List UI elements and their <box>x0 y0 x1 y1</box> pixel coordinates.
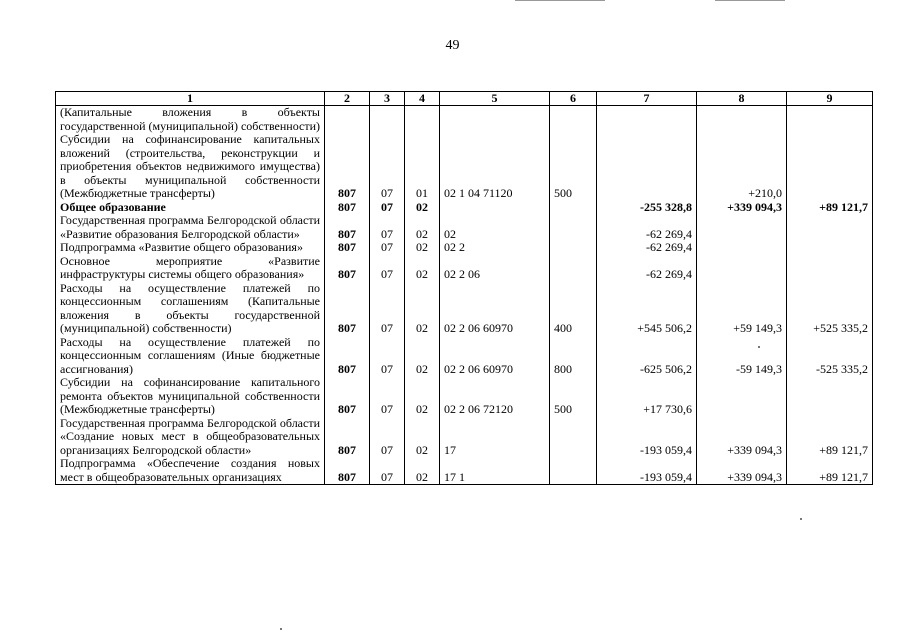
section-cell: 07 <box>370 201 405 215</box>
amount-col8-cell: +339 094,3 <box>697 457 787 485</box>
ministry-code-cell: 807 <box>325 417 370 458</box>
table-row <box>56 282 873 336</box>
row-name-cell: Расходы на осуществление платежей по концессионным соглашениям (Капитальные вложения в объекты государственной (муниципальной) собственности) <box>56 282 325 336</box>
row-name-cell: Государственная программа Белгородской области «Создание новых мест в общеобразовательных организациях Белгородской области» <box>56 417 325 458</box>
amount-col8-cell: +339 094,3 <box>697 201 787 215</box>
section-cell: 07 <box>370 376 405 417</box>
scan-speck <box>800 518 802 520</box>
row-name-cell: (Капитальные вложения в объекты государственной (муниципальной) собственности) <box>56 106 325 134</box>
table-row <box>56 336 873 377</box>
column-header: 3 <box>370 92 405 106</box>
row-name-cell: Государственная программа Белгородской области «Развитие образования Белгородской области» <box>56 214 325 241</box>
row-name-cell: Общее образование <box>56 201 325 215</box>
section-cell <box>370 106 405 134</box>
target-article-cell: 02 2 06 72120 <box>440 376 550 417</box>
amount-col7-cell: -62 269,4 <box>597 241 697 255</box>
expense-type-cell <box>550 241 597 255</box>
scan-mark <box>515 0 605 3</box>
expense-type-cell: 400 <box>550 282 597 336</box>
amount-col8-cell: +339 094,3 <box>697 417 787 458</box>
amount-col7-cell: +545 506,2 <box>597 282 697 336</box>
expense-type-cell <box>550 417 597 458</box>
ministry-code-cell: 807 <box>325 201 370 215</box>
amount-col9-cell <box>787 376 873 417</box>
table-row <box>56 133 873 201</box>
subsection-cell: 02 <box>405 282 440 336</box>
amount-col7-cell: -255 328,8 <box>597 201 697 215</box>
target-article-cell: 17 <box>440 417 550 458</box>
amount-col8-cell <box>697 241 787 255</box>
table-row <box>56 417 873 458</box>
amount-col9-cell <box>787 214 873 241</box>
section-cell: 07 <box>370 214 405 241</box>
column-header: 7 <box>597 92 697 106</box>
table-row <box>56 241 873 255</box>
section-cell: 07 <box>370 336 405 377</box>
amount-col8-cell <box>697 106 787 134</box>
column-header: 5 <box>440 92 550 106</box>
amount-col9-cell: +89 121,7 <box>787 417 873 458</box>
amount-col9-cell: +89 121,7 <box>787 201 873 215</box>
expense-type-cell <box>550 214 597 241</box>
row-name-cell: Основное мероприятие «Развитие инфраструктуры системы общего образования» <box>56 255 325 282</box>
amount-col7-cell: -62 269,4 <box>597 214 697 241</box>
amount-col9-cell: -525 335,2 <box>787 336 873 377</box>
section-cell: 07 <box>370 457 405 485</box>
target-article-cell: 02 1 04 71120 <box>440 133 550 201</box>
scan-speck <box>280 628 282 630</box>
target-article-cell: 02 2 06 60970 <box>440 282 550 336</box>
row-name-cell: Субсидии на софинансирование капитального ремонта объектов муниципальной собственности (Межбюджетные трансферты) <box>56 376 325 417</box>
amount-col7-cell: -62 269,4 <box>597 255 697 282</box>
ministry-code-cell: 807 <box>325 255 370 282</box>
section-cell: 07 <box>370 282 405 336</box>
column-header: 2 <box>325 92 370 106</box>
ministry-code-cell: 807 <box>325 376 370 417</box>
column-header: 8 <box>697 92 787 106</box>
subsection-cell: 02 <box>405 376 440 417</box>
amount-col7-cell: -193 059,4 <box>597 417 697 458</box>
subsection-cell: 02 <box>405 417 440 458</box>
table-row <box>56 457 873 485</box>
expense-type-cell <box>550 255 597 282</box>
column-header: 9 <box>787 92 873 106</box>
target-article-cell: 02 <box>440 214 550 241</box>
target-article-cell: 02 2 06 60970 <box>440 336 550 377</box>
amount-col7-cell: -193 059,4 <box>597 457 697 485</box>
expense-type-cell: 800 <box>550 336 597 377</box>
expense-type-cell <box>550 106 597 134</box>
row-name-cell: Подпрограмма «Развитие общего образования» <box>56 241 325 255</box>
expense-type-cell <box>550 201 597 215</box>
target-article-cell <box>440 201 550 215</box>
amount-col7-cell <box>597 133 697 201</box>
ministry-code-cell: 807 <box>325 214 370 241</box>
subsection-cell: 02 <box>405 241 440 255</box>
ministry-code-cell: 807 <box>325 282 370 336</box>
amount-col8-cell <box>697 376 787 417</box>
section-cell: 07 <box>370 417 405 458</box>
scan-mark <box>715 0 785 3</box>
subsection-cell <box>405 106 440 134</box>
ministry-code-cell: 807 <box>325 457 370 485</box>
expense-type-cell: 500 <box>550 376 597 417</box>
row-name-cell: Субсидии на софинансирование капитальных вложений (строительства, реконструкции и приобретения объектов недвижимого имущества) в объекты муниципальной собственности (Межбюджетные трансферты) <box>56 133 325 201</box>
target-article-cell: 02 2 <box>440 241 550 255</box>
subsection-cell: 01 <box>405 133 440 201</box>
subsection-cell: 02 <box>405 336 440 377</box>
amount-col9-cell <box>787 255 873 282</box>
target-article-cell: 17 1 <box>440 457 550 485</box>
expense-type-cell <box>550 457 597 485</box>
column-header: 4 <box>405 92 440 106</box>
amount-col9-cell <box>787 106 873 134</box>
amount-col8-cell: +59 149,3 <box>697 282 787 336</box>
ministry-code-cell: 807 <box>325 133 370 201</box>
ministry-code-cell: 807 <box>325 336 370 377</box>
amount-col9-cell: +525 335,2 <box>787 282 873 336</box>
amount-col9-cell <box>787 133 873 201</box>
ministry-code-cell <box>325 106 370 134</box>
row-name-cell: Расходы на осуществление платежей по концессионным соглашениям (Иные бюджетные ассигнования) <box>56 336 325 377</box>
target-article-cell: 02 2 06 <box>440 255 550 282</box>
row-name-cell: Подпрограмма «Обеспечение создания новых мест в общеобразовательных организациях <box>56 457 325 485</box>
section-cell: 07 <box>370 255 405 282</box>
amount-col8-cell <box>697 255 787 282</box>
subsection-cell: 02 <box>405 255 440 282</box>
amount-col7-cell: -625 506,2 <box>597 336 697 377</box>
subsection-cell: 02 <box>405 214 440 241</box>
table-row <box>56 201 873 215</box>
section-cell: 07 <box>370 133 405 201</box>
amount-col9-cell <box>787 241 873 255</box>
scan-speck <box>758 346 760 348</box>
table-row <box>56 376 873 417</box>
table-row <box>56 255 873 282</box>
amount-col8-cell <box>697 214 787 241</box>
table-header-row <box>56 92 873 106</box>
page-number: 49 <box>445 38 460 53</box>
subsection-cell: 02 <box>405 457 440 485</box>
budget-table <box>55 91 873 485</box>
subsection-cell: 02 <box>405 201 440 215</box>
column-header: 1 <box>56 92 325 106</box>
table-row <box>56 106 873 134</box>
target-article-cell <box>440 106 550 134</box>
amount-col8-cell: -59 149,3 <box>697 336 787 377</box>
table-row <box>56 214 873 241</box>
amount-col7-cell <box>597 106 697 134</box>
section-cell: 07 <box>370 241 405 255</box>
expense-type-cell: 500 <box>550 133 597 201</box>
column-header: 6 <box>550 92 597 106</box>
ministry-code-cell: 807 <box>325 241 370 255</box>
amount-col8-cell: +210,0 <box>697 133 787 201</box>
amount-col9-cell: +89 121,7 <box>787 457 873 485</box>
amount-col7-cell: +17 730,6 <box>597 376 697 417</box>
